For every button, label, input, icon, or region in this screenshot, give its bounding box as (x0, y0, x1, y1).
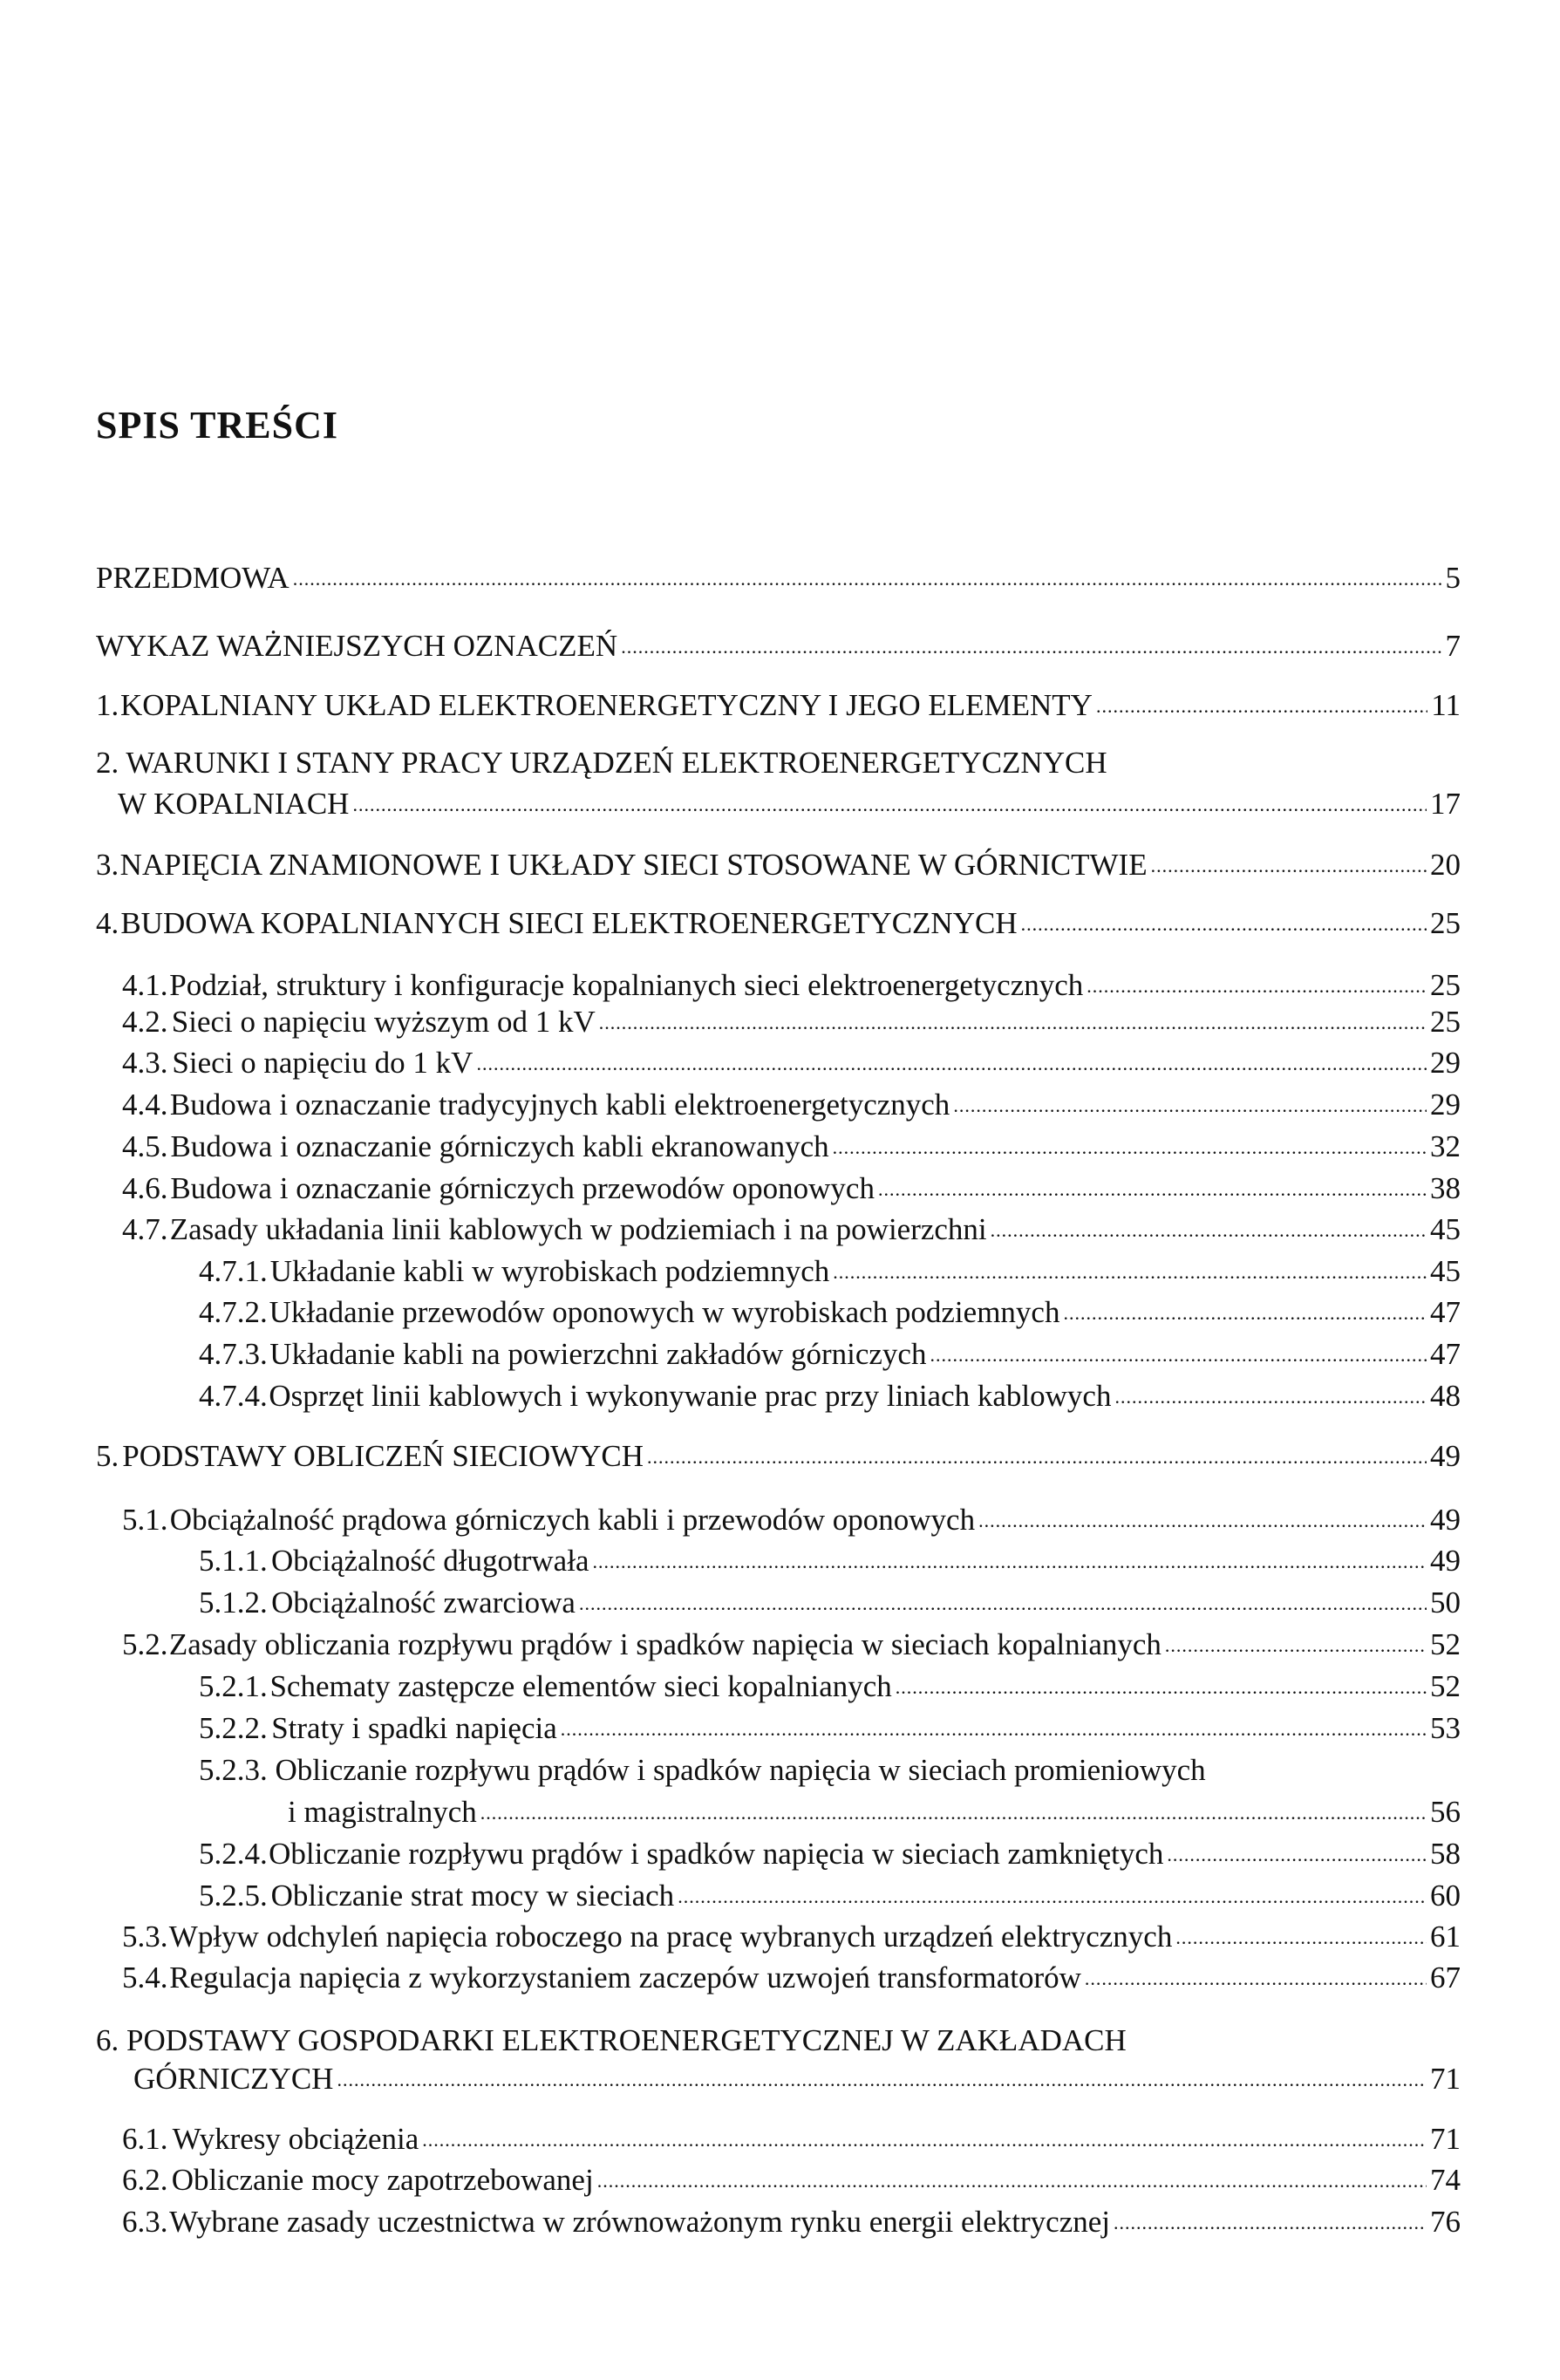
toc-entry-1 (96, 688, 1461, 723)
leader-dots (599, 1002, 1427, 1037)
toc-entry-page: 52 (1430, 1669, 1461, 1703)
toc-entry-2-cont (118, 787, 1461, 822)
toc-entry-label: W KOPALNIACH (118, 787, 350, 821)
toc-entry-label: Sieci o napięciu do 1 kV (172, 1046, 473, 1080)
toc-entry-number: 4.6. (122, 1171, 168, 1205)
toc-entry-page: 47 (1430, 1337, 1461, 1371)
toc-entry-label: Wykresy obciążenia (172, 2122, 419, 2156)
toc-entry-number: 4.7. (122, 1212, 168, 1246)
toc-entry-5-2-2 (199, 1711, 1461, 1746)
toc-entry-page: 49 (1430, 1503, 1461, 1537)
toc-entry-label: Podział, struktury i konfiguracje kopalnianych sieci elektroenergetycznych (169, 968, 1084, 1002)
toc-entry-number: 4.4. (122, 1088, 168, 1122)
leader-dots (579, 1583, 1427, 1618)
toc-entry-label: i magistralnych (288, 1795, 477, 1829)
leader-dots (1021, 904, 1427, 938)
toc-entry-label: NAPIĘCIA ZNAMIONOWE I UKŁADY SIECI STOSOWANE W GÓRNICTWIE (119, 848, 1148, 882)
toc-entry-page: 53 (1430, 1711, 1461, 1745)
toc-entry-page: 29 (1430, 1046, 1461, 1080)
toc-entry-page: 47 (1430, 1295, 1461, 1329)
toc-entry-4-6 (122, 1171, 1461, 1206)
toc-entry-6-cont (133, 2062, 1461, 2097)
toc-entry-number: 4.3. (122, 1046, 168, 1080)
toc-entry-number: 5.2. (122, 1627, 168, 1661)
toc-entry-page: 52 (1430, 1627, 1461, 1661)
toc-entry-label: Obliczanie rozpływu prądów i spadków napięcia w sieciach zamkniętych (269, 1837, 1164, 1871)
leader-dots (597, 2160, 1427, 2195)
toc-entry-4-7 (122, 1212, 1461, 1247)
leader-dots (878, 1169, 1427, 1204)
toc-entry-number: 5.2.1. (199, 1669, 268, 1703)
toc-entry-page: 32 (1430, 1129, 1461, 1163)
toc-entry-label: Układanie przewodów oponowych w wyrobiskach podziemnych (269, 1295, 1060, 1329)
toc-entry-number: 5.1.2. (199, 1586, 268, 1620)
toc-entry-label: Osprzęt linii kablowych i wykonywanie prac przy liniach kablowych (269, 1379, 1112, 1413)
leader-dots (1165, 1625, 1427, 1660)
toc-entry-5-2-3-cont (288, 1795, 1461, 1830)
toc-entry-przedmowa (96, 561, 1461, 596)
toc-entry-number: 3. (96, 848, 119, 882)
toc-entry-label: Obciążalność zwarciowa (271, 1586, 576, 1620)
leader-dots (293, 558, 1442, 593)
toc-entry-4-2 (122, 1005, 1461, 1040)
toc-entry-4-4 (122, 1088, 1461, 1122)
toc-entry-page: 76 (1430, 2205, 1461, 2239)
toc-entry-label: Sieci o napięciu wyższym od 1 kV (171, 1005, 596, 1039)
toc-entry-number: 4.7.3. (199, 1337, 268, 1371)
toc-entry-label: Obliczanie strat mocy w sieciach (270, 1879, 675, 1913)
leader-dots (422, 2119, 1427, 2154)
toc-entry-page: 25 (1430, 1005, 1461, 1039)
toc-entry-label: WYKAZ WAŻNIEJSZYCH OZNACZEŃ (96, 629, 618, 663)
toc-entry-4-3 (122, 1046, 1461, 1081)
toc-entry-number: 5.4. (122, 1961, 168, 1995)
toc-entry-number: 6. (96, 2023, 119, 2057)
toc-entry-wykaz (96, 629, 1461, 664)
toc-entry-number: 5.1. (122, 1503, 168, 1537)
leader-dots (978, 1500, 1427, 1535)
leader-dots (352, 784, 1427, 819)
toc-entry-number: 6.1. (122, 2122, 168, 2156)
leader-dots (1114, 1376, 1427, 1411)
toc-entry-number: 5.1.1. (199, 1544, 268, 1578)
leader-dots (1167, 1834, 1427, 1869)
leader-dots (1096, 685, 1427, 720)
page-title: SPIS TREŚCI (96, 404, 338, 447)
toc-entry-4-7-2 (199, 1295, 1461, 1330)
toc-entry-label: Straty i spadki napięcia (271, 1711, 557, 1745)
toc-entry-5-2 (122, 1627, 1461, 1662)
toc-entry-page: 38 (1430, 1171, 1461, 1205)
toc-entry-label: Obliczanie rozpływu prądów i spadków napięcia w sieciach promieniowych (275, 1753, 1206, 1787)
toc-entry-page: 61 (1430, 1920, 1461, 1954)
toc-entry-label: Obciążalność długotrwała (271, 1544, 589, 1578)
leader-dots (1063, 1292, 1427, 1327)
toc-entry-label: Obciążalność prądowa górniczych kabli i przewodów oponowych (169, 1503, 976, 1537)
leader-dots (337, 2059, 1427, 2094)
toc-entry-label: WARUNKI I STANY PRACY URZĄDZEŃ ELEKTROENERGETYCZNYCH (126, 746, 1107, 780)
toc-entry-number: 5. (96, 1439, 119, 1473)
toc-entry-label: Regulacja napięcia z wykorzystaniem zaczepów uzwojeń transformatorów (169, 1961, 1081, 1995)
toc-entry-page: 71 (1430, 2122, 1461, 2156)
toc-entry-label: Zasady układania linii kablowych w podziemiach i na powierzchni (169, 1212, 987, 1246)
toc-entry-label: Schematy zastępcze elementów sieci kopalnianych (269, 1669, 892, 1703)
toc-entry-page: 7 (1445, 629, 1461, 663)
toc-entry-number: 6.2. (122, 2163, 168, 2197)
toc-entry-label: Budowa i oznaczanie górniczych kabli ekranowanych (170, 1129, 829, 1163)
toc-entry-number: 5.2.4. (199, 1837, 268, 1871)
toc-entry-4 (96, 906, 1461, 941)
toc-entry-label: Budowa i oznaczanie górniczych przewodów oponowych (170, 1171, 875, 1205)
toc-entry-page: 50 (1430, 1586, 1461, 1620)
toc-entry-number: 4.7.1. (199, 1254, 268, 1288)
toc-entry-2 (96, 746, 1107, 781)
leader-dots (621, 626, 1441, 661)
leader-dots (647, 1436, 1427, 1471)
toc-entry-label: PODSTAWY OBLICZEŃ SIECIOWYCH (122, 1439, 644, 1473)
toc-entry-5-1 (122, 1503, 1461, 1538)
toc-entry-page: 49 (1430, 1544, 1461, 1578)
toc-entry-page: 58 (1430, 1837, 1461, 1871)
toc-entry-page: 11 (1431, 688, 1461, 722)
toc-entry-6-3 (122, 2205, 1461, 2240)
toc-entry-label: PRZEDMOWA (96, 561, 290, 595)
toc-entry-number: 1. (96, 688, 119, 722)
toc-entry-6-2 (122, 2163, 1461, 2198)
toc-entry-label: PODSTAWY GOSPODARKI ELEKTROENERGETYCZNEJ W ZAKŁADACH (126, 2023, 1127, 2057)
toc-entry-page: 71 (1430, 2062, 1461, 2096)
toc-entry-number: 4. (96, 906, 119, 940)
toc-entry-page: 17 (1430, 787, 1461, 821)
toc-entry-5-1-2 (199, 1586, 1461, 1620)
toc-entry-label: Wpływ odchyleń napięcia roboczego na pracę wybranych urządzeń elektrycznych (168, 1920, 1173, 1954)
toc-entry-page: 67 (1430, 1961, 1461, 1995)
toc-entry-number: 4.5. (122, 1129, 168, 1163)
toc-entry-5 (96, 1439, 1461, 1474)
toc-entry-label: BUDOWA KOPALNIANYCH SIECI ELEKTROENERGETYCZNYCH (120, 906, 1018, 940)
toc-entry-number: 2. (96, 746, 119, 780)
toc-entry-6-1 (122, 2122, 1461, 2157)
toc-entry-number: 4.7.2. (199, 1295, 268, 1329)
toc-entry-page: 56 (1430, 1795, 1461, 1829)
leader-dots (480, 1792, 1427, 1827)
toc-entry-number: 5.2.3. (199, 1753, 268, 1787)
leader-dots (592, 1541, 1427, 1576)
leader-dots (476, 1043, 1427, 1078)
toc-entry-5-2-3 (199, 1753, 1206, 1788)
toc-entry-page: 45 (1430, 1212, 1461, 1246)
toc-entry-number: 4.1. (122, 968, 168, 1002)
toc-entry-label: Budowa i oznaczanie tradycyjnych kabli elektroenergetycznych (169, 1088, 950, 1122)
toc-entry-3 (96, 848, 1461, 883)
toc-entry-label: Zasady obliczania rozpływu prądów i spadków napięcia w sieciach kopalnianych (168, 1627, 1161, 1661)
toc-entry-4-7-1 (199, 1254, 1461, 1289)
toc-entry-5-2-1 (199, 1669, 1461, 1704)
leader-dots (1175, 1917, 1427, 1952)
toc-entry-label: Układanie kabli w wyrobiskach podziemnych (269, 1254, 830, 1288)
leader-dots (833, 1127, 1427, 1162)
leader-dots (1151, 845, 1427, 880)
toc-entry-5-2-5 (199, 1879, 1461, 1913)
leader-dots (678, 1876, 1427, 1911)
toc-entry-5-2-4 (199, 1837, 1461, 1872)
toc-entry-5-1-1 (199, 1544, 1461, 1579)
toc-entry-label: Obliczanie mocy zapotrzebowanej (171, 2163, 594, 2197)
leader-dots (1085, 1958, 1427, 1993)
leader-dots (930, 1334, 1427, 1369)
toc-entry-page: 25 (1430, 906, 1461, 940)
toc-entry-page: 45 (1430, 1254, 1461, 1288)
toc-entry-number: 4.7.4. (199, 1379, 268, 1413)
toc-entry-number: 4.2. (122, 1005, 168, 1039)
toc-entry-label: GÓRNICZYCH (133, 2062, 334, 2096)
toc-entry-6 (96, 2023, 1127, 2058)
toc-entry-page: 74 (1430, 2163, 1461, 2197)
toc-entry-page: 29 (1430, 1088, 1461, 1122)
toc-entry-label: Wybrane zasady uczestnictwa w zrównoważonym rynku energii elektrycznej (169, 2205, 1110, 2239)
toc-entry-page: 49 (1430, 1439, 1461, 1473)
toc-entry-number: 6.3. (122, 2205, 168, 2239)
toc-entry-number: 5.3. (122, 1920, 168, 1954)
toc-entry-page: 5 (1445, 561, 1461, 595)
toc-entry-page: 20 (1430, 848, 1461, 882)
toc-entry-5-3 (122, 1920, 1461, 1954)
leader-dots (1114, 2202, 1427, 2237)
toc-entry-4-5 (122, 1129, 1461, 1164)
toc-entry-4-1 (122, 968, 1461, 1003)
leader-dots (896, 1667, 1427, 1701)
toc-entry-5-4 (122, 1961, 1461, 1995)
leader-dots (991, 1210, 1427, 1245)
toc-entry-label: KOPALNIANY UKŁAD ELEKTROENERGETYCZNY I JEGO ELEMENTY (119, 688, 1093, 722)
toc-entry-number: 5.2.5. (199, 1879, 268, 1913)
toc-entry-label: Układanie kabli na powierzchni zakładów górniczych (269, 1337, 927, 1371)
toc-entry-4-7-4 (199, 1379, 1461, 1414)
toc-entry-page: 48 (1430, 1379, 1461, 1413)
toc-entry-number: 5.2.2. (199, 1711, 268, 1745)
leader-dots (953, 1085, 1427, 1120)
toc-entry-page: 25 (1430, 968, 1461, 1002)
toc-entry-4-7-3 (199, 1337, 1461, 1372)
leader-dots (561, 1708, 1427, 1743)
leader-dots (833, 1251, 1427, 1286)
toc-entry-page: 60 (1430, 1879, 1461, 1913)
leader-dots (1087, 965, 1427, 1000)
